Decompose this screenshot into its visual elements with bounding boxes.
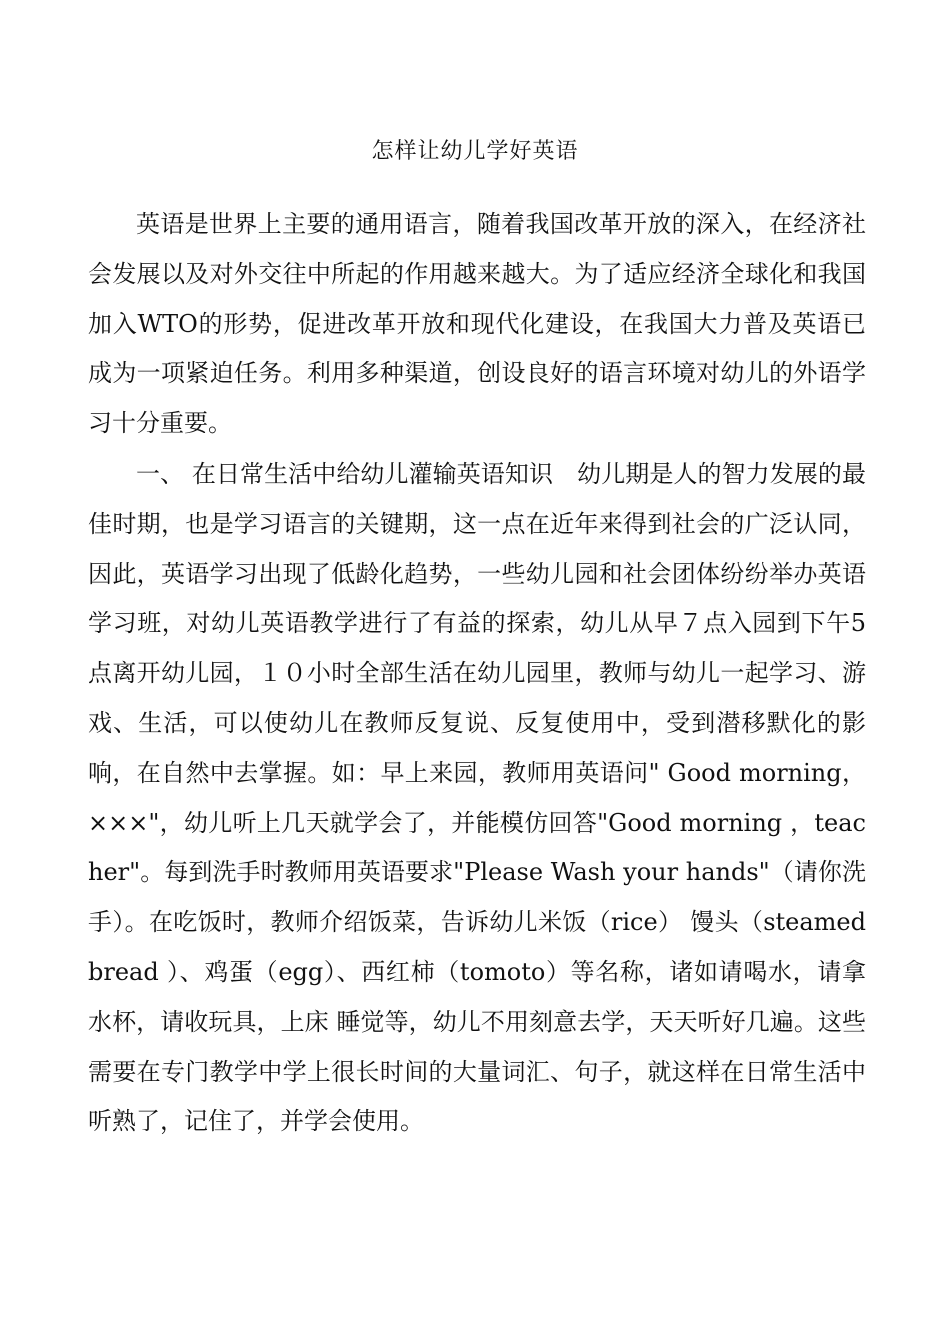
paragraph-section-one: 一、 在日常生活中给幼儿灌输英语知识 幼儿期是人的智力发展的最佳时期，也是学习语言的关键期，这一点在近年来得到社会的广泛认同，因此，英语学习出现了低龄化趋势，一些幼儿园和社会团体纷纷举办英语学习班，对幼儿英语教学进行了有益的探索，幼儿从早７点入园到下午5点离开幼儿园，１０小时全部生活在幼儿园里，教师与幼儿一起学习、游戏、生活，可以使幼儿在教师反复说、反复使用中，受到潜移默化的影响，在自然中去掌握。如：早上来园，教师用英语问" Good morning， ×××"，幼儿听上几天就学会了，并能模仿回答"Good morning ，teacher"。每到洗手时教师用英语要求"Please Wash your hands"（请你洗手）。在吃饭时，教师介绍饭菜，告诉幼儿米饭（rice） 馒头（steamed bread ）、鸡蛋（egg）、西红柿（tomoto）等名称，诸如请喝水，请拿水杯，请收玩具，上床 睡觉等，幼儿不用刻意去学，天天听好几遍。这些需要在专门教学中学上很长时间的大量词汇、句子，就这样在日常生活中听熟了，记住了，并学会使用。: [88, 460, 866, 1136]
document-title: 怎样让幼儿学好英语: [371, 139, 579, 164]
paragraph-intro: 英语是世界上主要的通用语言，随着我国改革开放的深入，在经济社会发展以及对外交往中所起的作用越来越大。为了适应经济全球化和我国加入WTO的形势，促进改革开放和现代化建设，在我国大力普及英语已成为一项紧迫任务。利用多种渠道，创设良好的语言环境对幼儿的外语学习十分重要。: [88, 210, 866, 438]
